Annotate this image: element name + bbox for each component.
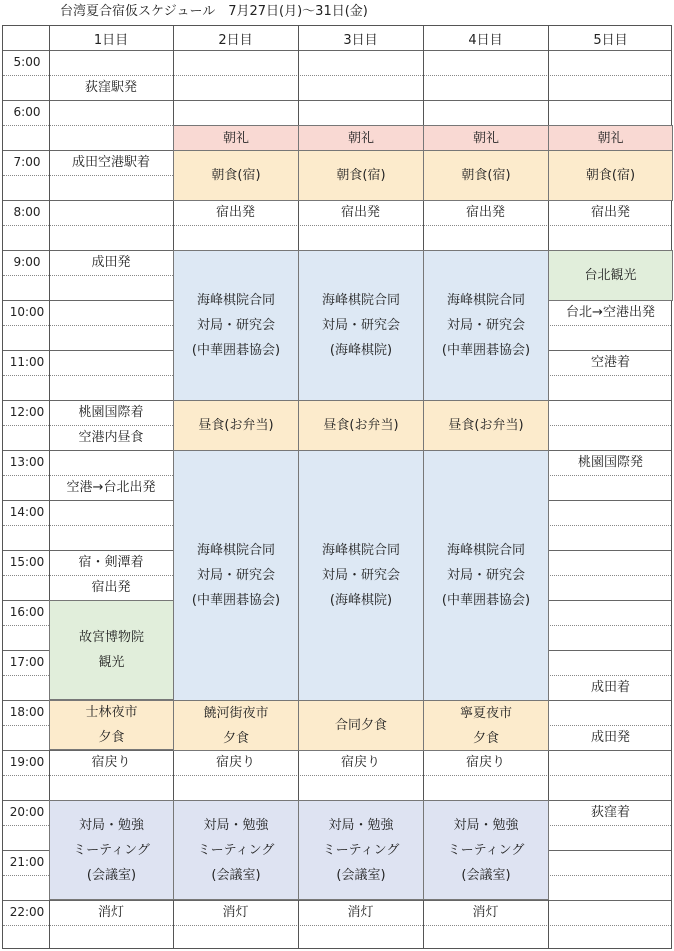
header-divider <box>3 50 671 51</box>
day5-taoyuan-depart: 桃園国際発 <box>577 455 643 470</box>
time-label: 19:00 <box>9 755 45 769</box>
time-label: 15:00 <box>9 555 45 569</box>
time-label: 5:00 <box>13 55 41 69</box>
day4-afternoon-session <box>423 450 549 701</box>
day1-night-market-line1: 士林夜市 <box>85 705 138 720</box>
header-day1: 1日目 <box>93 32 129 48</box>
day2-morning-line3: (中華囲碁協会) <box>191 343 281 358</box>
day5-assembly-text: 朝礼 <box>597 130 624 146</box>
day2-afternoon-line2: 対局・研究会 <box>196 568 275 583</box>
day4-breakfast <box>423 150 549 201</box>
day5-airport-arrive: 空港着 <box>590 355 630 370</box>
day4-lunch-text: 昼食(お弁当) <box>448 418 524 433</box>
day3-breakfast <box>298 150 424 201</box>
day4-study-block <box>423 800 549 900</box>
day3-morning-session <box>298 250 424 401</box>
time-label: 9:00 <box>13 255 41 269</box>
day3-lunch <box>298 400 424 451</box>
day2-study-line3: (会議室) <box>211 867 261 883</box>
day3-dinner <box>298 700 424 751</box>
day2-study-line2: ミーティング <box>197 842 275 858</box>
day1-museum-line1: 故宮博物院 <box>78 630 144 645</box>
row-divider <box>3 925 671 926</box>
day3-afternoon-line2: 対局・研究会 <box>321 568 400 583</box>
day2-breakfast-text: 朝食(宿) <box>211 168 261 183</box>
day1-hotel-depart: 宿出発 <box>91 580 131 595</box>
day3-afternoon-line3: (海峰棋院) <box>329 593 393 608</box>
time-label: 18:00 <box>9 705 45 719</box>
schedule-table <box>2 25 672 949</box>
day3-study-line1: 対局・勉強 <box>328 817 394 833</box>
day5-assembly <box>548 125 673 151</box>
day2-afternoon-line1: 海峰棋院合同 <box>196 543 275 558</box>
day2-lunch <box>173 400 299 451</box>
day3-breakfast-text: 朝食(宿) <box>336 168 386 183</box>
day5-hotel-depart: 宿出発 <box>590 205 630 220</box>
day3-study-line3: (会議室) <box>336 867 386 883</box>
time-label: 10:00 <box>9 305 45 319</box>
day3-afternoon-session <box>298 450 424 701</box>
day4-assembly-text: 朝礼 <box>472 130 499 146</box>
time-label: 14:00 <box>9 505 45 519</box>
day4-study-line1: 対局・勉強 <box>453 817 519 833</box>
day1-narita-depart: 成田発 <box>91 255 131 270</box>
header-day3: 3日目 <box>343 32 378 48</box>
day1-night-market-line2: 夕食 <box>98 730 125 745</box>
day5-sightseeing-text: 台北観光 <box>584 268 637 283</box>
day3-lights-out: 消灯 <box>347 905 374 920</box>
day1-ogikubo-depart: 荻窪駅発 <box>84 80 137 95</box>
day4-afternoon-line2: 対局・研究会 <box>446 568 525 583</box>
time-label: 8:00 <box>13 205 41 219</box>
day4-night-market-line1: 寧夏夜市 <box>459 705 512 721</box>
day4-morning-session <box>423 250 549 401</box>
day1-museum-line2: 観光 <box>98 655 125 670</box>
day5-ogikubo-arrive: 荻窪着 <box>590 805 630 820</box>
day4-return: 宿戻り <box>465 755 505 770</box>
day2-return: 宿戻り <box>215 755 255 770</box>
day3-assembly <box>298 125 424 151</box>
day2-lights-out: 消灯 <box>222 905 249 920</box>
day2-hotel-depart: 宿出発 <box>215 205 255 220</box>
day2-afternoon-line3: (中華囲碁協会) <box>191 593 281 608</box>
day5-taipei-to-airport: 台北→空港出発 <box>566 305 655 320</box>
day4-morning-line2: 対局・研究会 <box>446 318 525 333</box>
time-label: 11:00 <box>9 355 45 369</box>
day4-assembly <box>423 125 549 151</box>
day4-study-line3: (会議室) <box>461 867 511 883</box>
day3-morning-line3: (海峰棋院) <box>329 343 393 358</box>
row-divider <box>3 225 671 226</box>
time-label: 17:00 <box>9 655 45 669</box>
day3-morning-line1: 海峰棋院合同 <box>321 293 400 308</box>
day3-dinner-text: 合同夕食 <box>334 718 387 733</box>
time-label: 7:00 <box>13 155 41 169</box>
day1-study-line2: ミーティング <box>73 842 150 858</box>
day2-study-block <box>173 800 299 900</box>
time-label: 20:00 <box>9 805 45 819</box>
day2-morning-line2: 対局・研究会 <box>196 318 275 333</box>
day4-afternoon-line1: 海峰棋院合同 <box>446 543 525 558</box>
day4-afternoon-line3: (中華囲碁協会) <box>441 593 531 608</box>
day4-night-market-line2: 夕食 <box>472 730 499 746</box>
day1-taoyuan-arrive: 桃園国際着 <box>78 405 144 420</box>
day1-night-market-block <box>49 700 174 750</box>
day2-night-market-line2: 夕食 <box>222 730 249 746</box>
day1-study-line1: 対局・勉強 <box>78 817 144 833</box>
time-label: 12:00 <box>9 405 45 419</box>
day2-lunch-text: 昼食(お弁当) <box>198 418 274 433</box>
day2-assembly <box>173 125 299 151</box>
day2-morning-line1: 海峰棋院合同 <box>196 293 275 308</box>
time-label: 6:00 <box>13 105 41 119</box>
header-day2: 2日目 <box>218 32 253 48</box>
day5-narita-depart: 成田発 <box>590 730 630 745</box>
day4-breakfast-text: 朝食(宿) <box>461 168 511 183</box>
header-day4: 4日目 <box>468 32 503 48</box>
day4-morning-line1: 海峰棋院合同 <box>446 293 525 308</box>
day1-study-line3: (会議室) <box>86 867 137 883</box>
day3-afternoon-line1: 海峰棋院合同 <box>321 543 400 558</box>
schedule-title: 台湾夏合宿仮スケジュール 7月27日(月)～31日(金) <box>60 4 368 19</box>
day1-lights-out: 消灯 <box>97 905 124 920</box>
day1-airport-lunch: 空港内昼食 <box>78 430 144 445</box>
day4-hotel-depart: 宿出発 <box>465 205 505 220</box>
day3-return: 宿戻り <box>340 755 380 770</box>
day4-study-line2: ミーティング <box>447 842 525 858</box>
day4-morning-line3: (中華囲碁協会) <box>441 343 531 358</box>
day5-breakfast <box>548 150 673 201</box>
day2-assembly-text: 朝礼 <box>222 130 249 146</box>
header-day5: 5日目 <box>593 32 628 48</box>
day4-lunch <box>423 400 549 451</box>
day3-study-line2: ミーティング <box>322 842 400 858</box>
day2-night-market <box>173 700 299 751</box>
day2-study-line1: 対局・勉強 <box>203 817 269 833</box>
day1-study-block <box>49 800 174 900</box>
day1-narita-station-arrive: 成田空港駅着 <box>71 155 150 170</box>
day2-afternoon-session <box>173 450 299 701</box>
day3-hotel-depart: 宿出発 <box>340 205 380 220</box>
day1-return: 宿戻り <box>91 755 131 770</box>
day1-airport-to-taipei: 空港→台北出発 <box>66 480 156 495</box>
time-label: 16:00 <box>9 605 45 619</box>
day5-breakfast-text: 朝食(宿) <box>585 168 636 183</box>
day4-lights-out: 消灯 <box>472 905 499 920</box>
row-divider <box>3 100 671 101</box>
day2-morning-session <box>173 250 299 401</box>
day3-lunch-text: 昼食(お弁当) <box>323 418 399 433</box>
day3-study-block <box>298 800 424 900</box>
time-label: 22:00 <box>9 905 45 919</box>
day5-narita-arrive: 成田着 <box>590 680 630 695</box>
day5-sightseeing <box>548 250 673 301</box>
time-label: 21:00 <box>9 855 45 869</box>
day3-assembly-text: 朝礼 <box>347 130 374 146</box>
day2-night-market-line1: 饒河街夜市 <box>203 705 269 721</box>
day4-night-market <box>423 700 549 751</box>
day3-morning-line2: 対局・研究会 <box>321 318 400 333</box>
day1-museum-block <box>49 600 174 700</box>
day2-breakfast <box>173 150 299 201</box>
time-label: 13:00 <box>9 455 45 469</box>
row-divider <box>3 775 671 776</box>
day1-hotel-arrive: 宿・剣潭着 <box>78 555 144 570</box>
